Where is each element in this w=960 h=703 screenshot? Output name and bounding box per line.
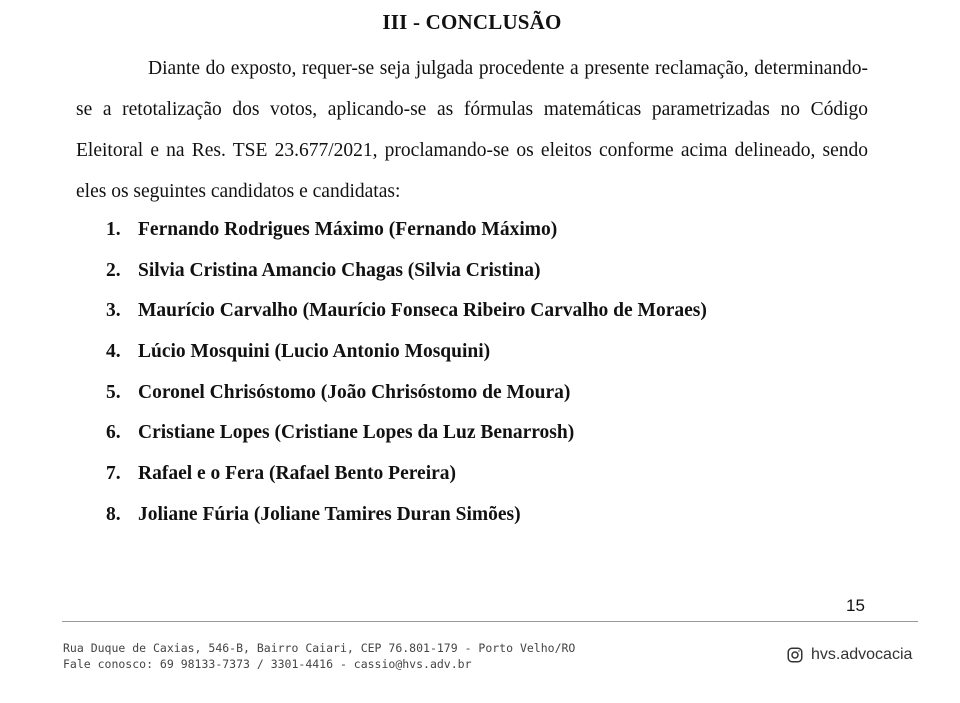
list-item-name: Joliane Fúria (Joliane Tamires Duran Simões) [138,503,521,525]
list-item-name: Coronel Chrisóstomo (João Chrisóstomo de Moura) [138,381,571,403]
list-item [106,251,707,292]
list-item-name: Maurício Carvalho (Maurício Fonseca Ribeiro Carvalho de Moraes) [138,300,707,322]
footer-address: Rua Duque de Caxias, 546-B, Bairro Caiari, CEP 76.801-179 - Porto Velho/RO [63,641,576,655]
list-item-number: 2. [106,259,121,281]
footer-social[interactable] [786,646,912,664]
list-item [106,373,707,414]
list-item-number: 3. [106,300,121,322]
conclusion-paragraph: Diante do exposto, requer-se seja julgada procedente a presente reclamação, determinando-se a retotalização dos votos, aplicando-se as fórmulas matemáticas parametrizadas no Código Eleitoral e na Res. TSE 23.677/2021, proclamando-se os eleitos conforme acima delineado, sendo eles os seguintes candidatos e candidatas: [76,58,868,202]
list-item-name: Silvia Cristina Amancio Chagas (Silvia Cristina) [138,259,541,281]
footer-contact: Fale conosco: 69 98133-7373 / 3301-4416 - cassio@hvs.adv.br [63,657,472,671]
list-item-name: Rafael e o Fera (Rafael Bento Pereira) [138,463,457,485]
list-item-name: Cristiane Lopes (Cristiane Lopes da Luz Benarrosh) [138,422,575,444]
list-item-number: 7. [106,463,121,485]
list-item [106,291,707,332]
list-item-name: Lúcio Mosquini (Lucio Antonio Mosquini) [138,341,491,363]
list-item [106,454,707,495]
footer-address-block [63,640,575,672]
instagram-icon [786,646,804,664]
list-item-name: Fernando Rodrigues Máximo (Fernando Máximo) [138,219,558,240]
list-item [106,413,707,454]
page-number: 15 [846,596,865,615]
candidate-list [106,210,707,536]
list-item-number: 1. [106,219,121,240]
section-heading: III - CONCLUSÃO [382,10,562,34]
list-item-number: 6. [106,422,121,444]
list-item-number: 4. [106,341,121,363]
list-item-number: 8. [106,503,121,525]
footer-divider [62,621,918,622]
list-item [106,210,707,251]
list-item-number: 5. [106,381,121,403]
list-item [106,332,707,373]
list-item [106,495,707,536]
social-handle[interactable]: hvs.advocacia [811,646,913,663]
